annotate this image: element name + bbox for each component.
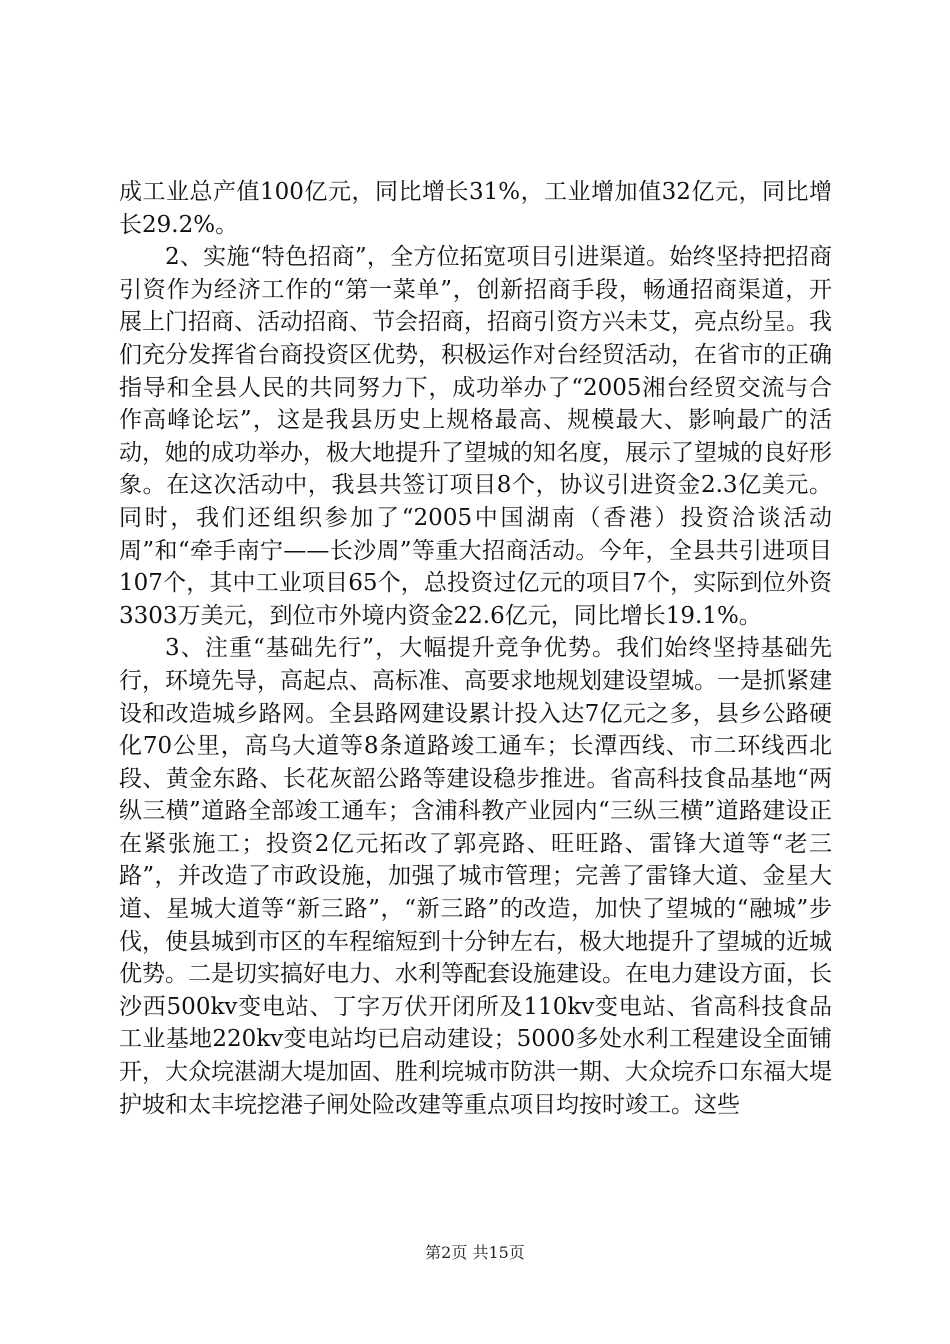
- page-number-footer: 第2页 共15页: [425, 1243, 525, 1262]
- paragraph-continuation: 成工业总产值100亿元，同比增长31%，工业增加值32亿元，同比增长29.2%。: [119, 179, 832, 238]
- paragraph-infrastructure: 3、注重“基础先行”，大幅提升竞争优势。我们始终坚持基础先行，环境先导，高起点、高标准、高要求地规划建设望城。一是抓紧建设和改造城乡路网。全县路网建设累计投入达7亿元之多，县乡公路硬化70公里，高乌大道等8条道路竣工通车；长潭西线、市二环线西北段、黄金东路、长花灰韶公路等建设稳步推进。省高科技食品基地“两纵三横”道路全部竣工通车；含浦科教产业园内“三纵三横”道路建设正在紧张施工；投资2亿元拓改了郭亮路、旺旺路、雷锋大道等“老三路”，并改造了市政设施，加强了城市管理；完善了雷锋大道、金星大道、星城大道等“新三路”，“新三路”的改造，加快了望城的“融城”步伐，使县城到市区的车程缩短到十分钟左右，极大地提升了望城的近城优势。二是切实搞好电力、水利等配套设施建设。在电力建设方面，长沙西500kv变电站、丁字万伏开闭所及110kv变电站、省高科技食品工业基地220kv变电站均已启动建设；5000多处水利工程建设全面铺开，大众垸湛湖大堤加固、胜利垸城市防洪一期、大众垸乔口东福大堤护坡和太丰垸挖港子闸处险改建等重点项目均按时竣工。这些: [119, 635, 832, 1118]
- document-body: [119, 176, 832, 1121]
- paragraph-investment-attraction: 2、实施“特色招商”，全方位拓宽项目引进渠道。始终坚持把招商引资作为经济工作的“第一菜单”，创新招商手段，畅通招商渠道，开展上门招商、活动招商、节会招商，招商引资方兴未艾，亮点纷呈。我们充分发挥省台商投资区优势，积极运作对台经贸活动，在省市的正确指导和全县人民的共同努力下，成功举办了“2005湘台经贸交流与合作高峰论坛”，这是我县历史上规格最高、规模最大、影响最广的活动，她的成功举办，极大地提升了望城的知名度，展示了望城的良好形象。在这次活动中，我县共签订项目8个，协议引进资金2.3亿美元。同时，我们还组织参加了“2005中国湖南（香港）投资洽谈活动周”和“牵手南宁——长沙周”等重大招商活动。今年，全县共引进项目107个，其中工业项目65个，总投资过亿元的项目7个，实际到位外资3303万美元，到位市外境内资金22.6亿元，同比增长19.1%。: [119, 244, 832, 629]
